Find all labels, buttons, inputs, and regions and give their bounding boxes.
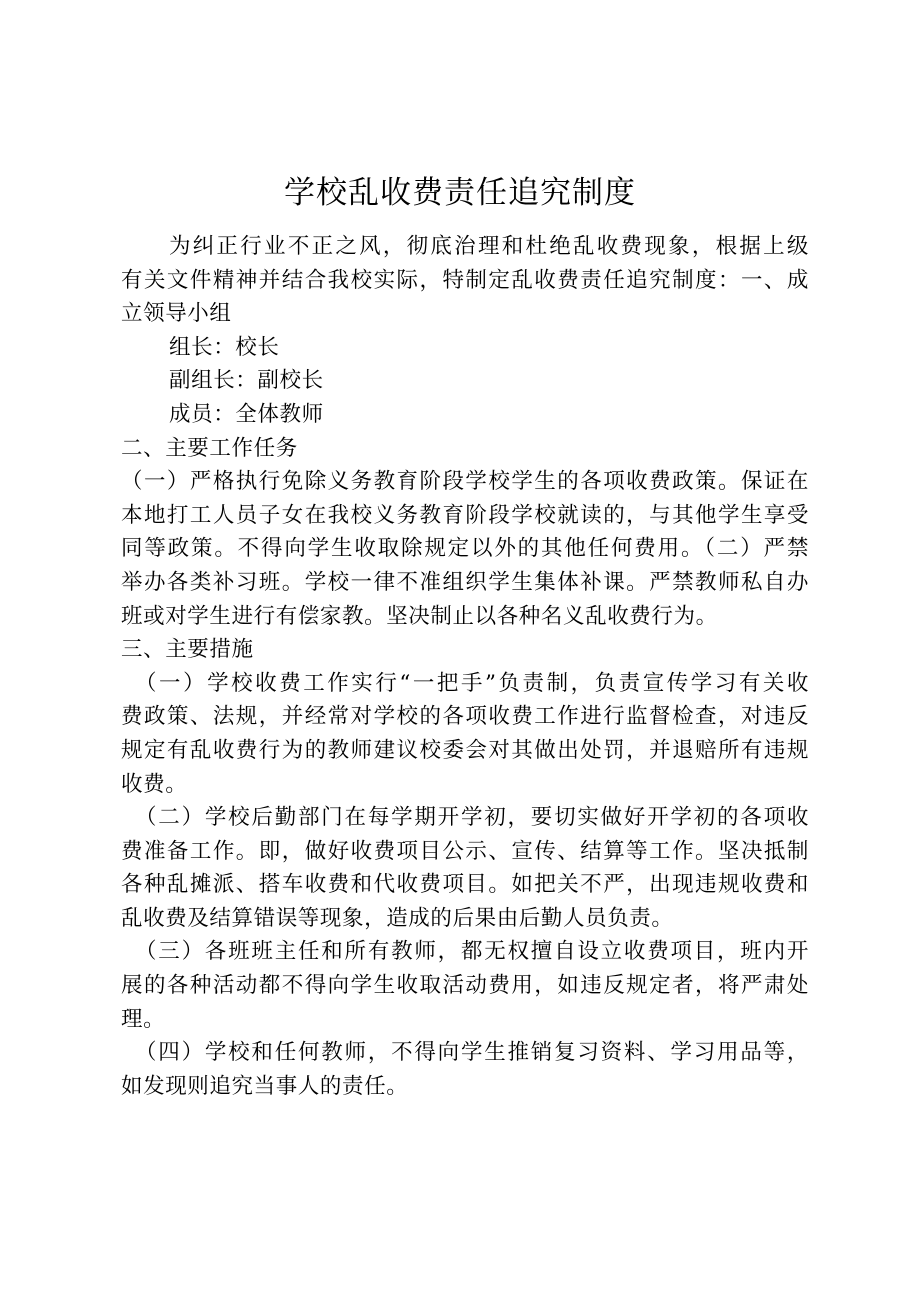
paragraph-line: （四）学校和任何教师，不得向学生推销复习资料、学习用品等， <box>135 1040 809 1066</box>
paragraph-line: 理。 <box>121 1006 166 1032</box>
members-line: 成员：全体教师 <box>169 401 324 427</box>
paragraph-line: （一）学校收费工作实行“一把手”负责制，负责宣传学习有关收 <box>135 670 809 696</box>
paragraph-line: 本地打工人员子女在我校义务教育阶段学校就读的，与其他学生享受 <box>121 502 809 528</box>
document-body <box>121 230 809 1103</box>
paragraph-line: 各种乱摊派、搭车收费和代收费项目。如把关不严，出现违规收费和 <box>121 872 809 898</box>
section-heading: 二、主要工作任务 <box>121 435 298 461</box>
paragraph-line: （二）学校后勤部门在每学期开学初，要切实做好开学初的各项收 <box>135 805 809 831</box>
paragraph-line: （一）严格执行免除义务教育阶段学校学生的各项收费政策。保证在 <box>121 469 809 495</box>
paragraph-line: 规定有乱收费行为的教师建议校委会对其做出处罚，并退赔所有违规 <box>121 737 809 763</box>
paragraph-line: 费准备工作。即，做好收费项目公示、宣传、结算等工作。坚决抵制 <box>121 838 809 864</box>
leader-line: 组长：校长 <box>169 334 280 360</box>
document-title: 学校乱收费责任追究制度 <box>284 175 636 211</box>
paragraph-line: 举办各类补习班。学校一律不准组织学生集体补课。严禁教师私自办 <box>121 569 809 595</box>
section-heading: 三、主要措施 <box>121 637 254 663</box>
paragraph-line: 班或对学生进行有偿家教。坚决制止以各种名义乱收费行为。 <box>121 603 718 629</box>
paragraph-line: （三）各班班主任和所有教师，都无权擅自设立收费项目，班内开 <box>135 939 809 965</box>
paragraph-line: 乱收费及结算错误等现象，造成的后果由后勤人员负责。 <box>121 905 674 931</box>
paragraph-line: 如发现则追究当事人的责任。 <box>121 1073 409 1099</box>
paragraph-line: 为纠正行业不正之风，彻底治理和杜绝乱收费现象，根据上级 <box>169 234 809 259</box>
paragraph-line: 费政策、法规，并经常对学校的各项收费工作进行监督检查，对违反 <box>121 704 809 730</box>
paragraph-line: 收费。 <box>121 771 188 797</box>
paragraph-line: 有关文件精神并结合我校实际，特制定乱收费责任追究制度：一、成 <box>121 267 809 293</box>
deputy-leader-line: 副组长：副校长 <box>169 368 324 394</box>
paragraph-line: 立领导小组 <box>121 301 232 327</box>
paragraph-line: 展的各种活动都不得向学生收取活动费用，如违反规定者，将严肃处 <box>121 973 809 999</box>
paragraph-line: 同等政策。不得向学生收取除规定以外的其他任何费用。（二）严禁 <box>121 536 809 562</box>
